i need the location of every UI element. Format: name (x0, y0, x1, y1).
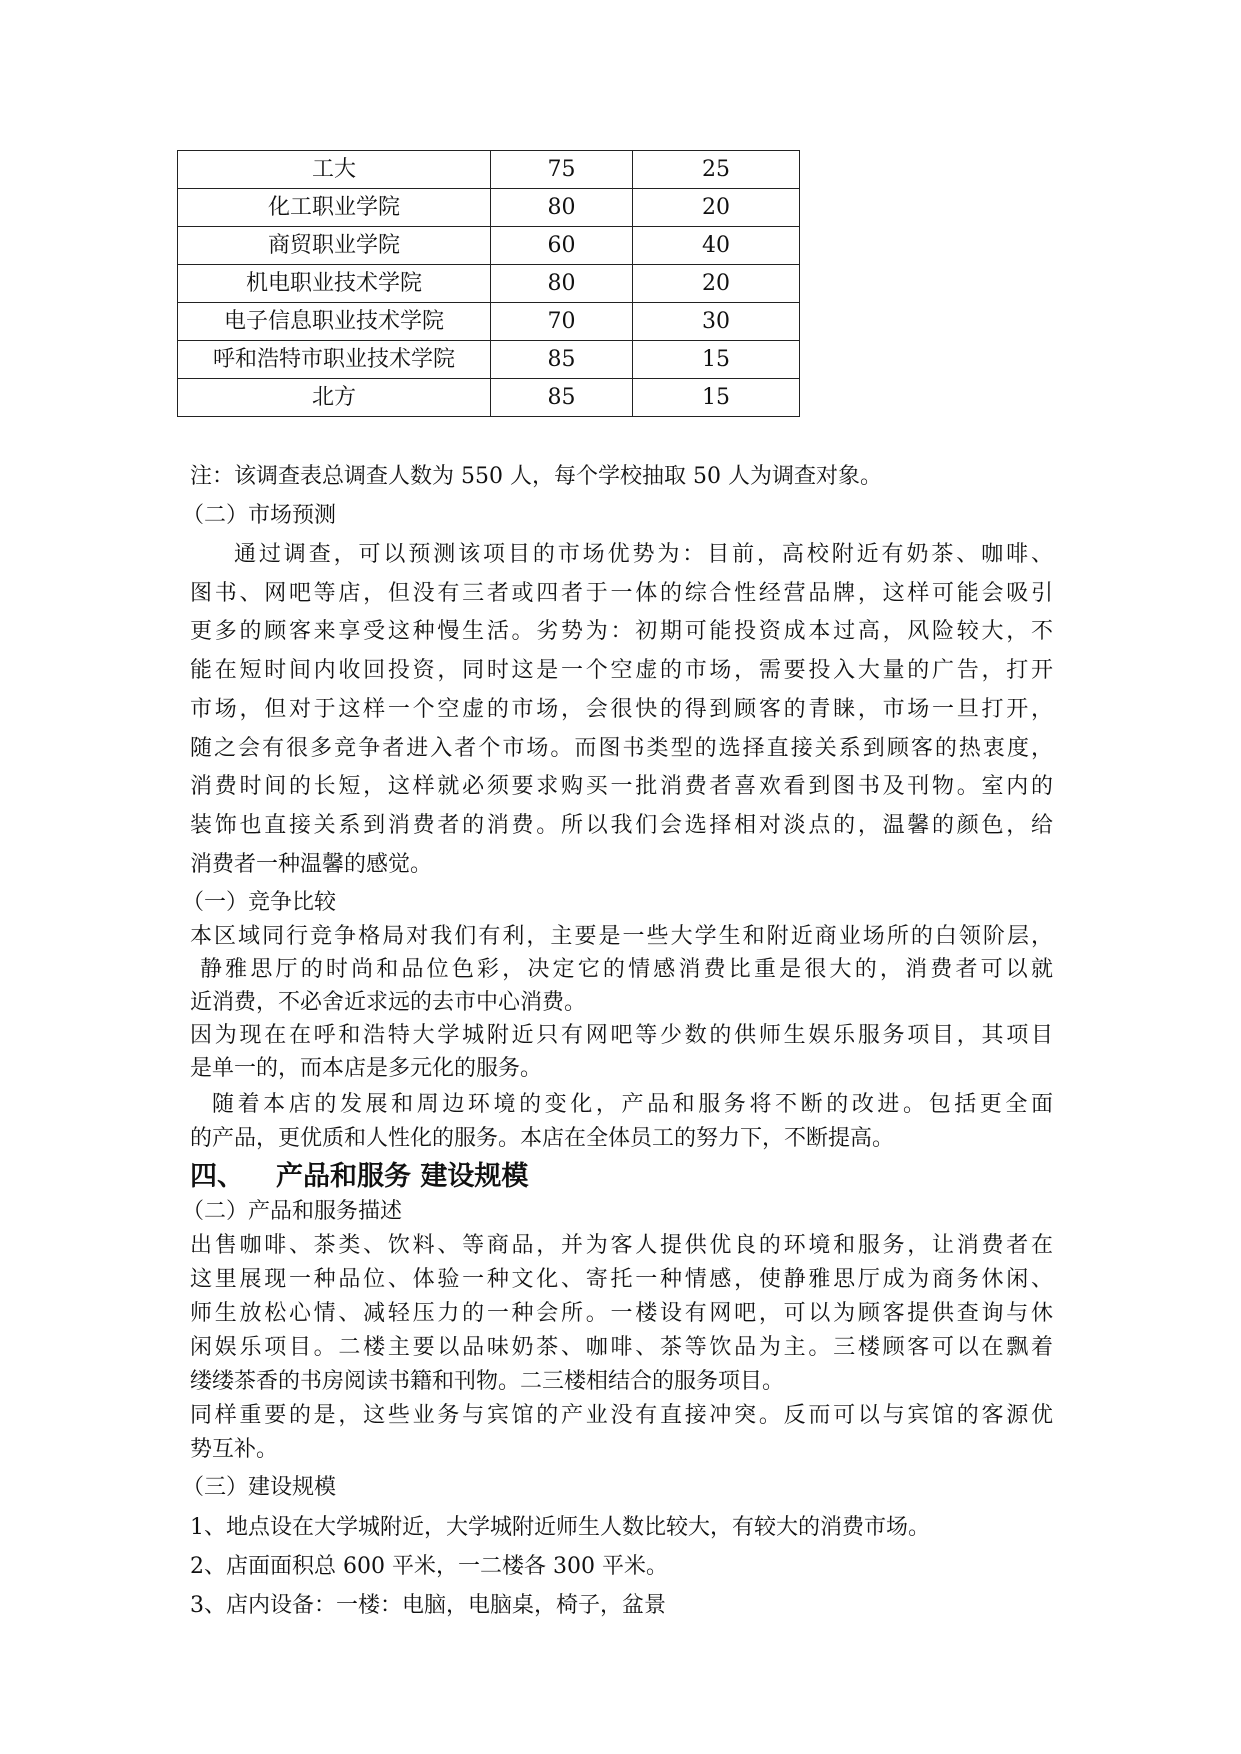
competition-title: （一）竞争比较 (182, 890, 337, 915)
school-name-cell: 机电职业技术学院 (178, 265, 491, 303)
school-name-cell: 电子信息职业技术学院 (178, 303, 491, 341)
survey-table (177, 150, 800, 417)
survey-note: 注：该调查表总调查人数为 550 人，每个学校抽取 50 人为调查对象。 (190, 464, 882, 489)
product-desc-title: （二）产品和服务描述 (182, 1199, 403, 1224)
list-item: 3、店内设备：一楼：电脑，电脑桌，椅子，盆景 (190, 1593, 666, 1618)
paragraph-line: 静雅思厅的时尚和品位色彩，决定它的情感消费比重是很大的，消费者可以就 (200, 957, 1053, 982)
value-cell: 30 (633, 303, 800, 341)
paragraph-line: 势互补。 (190, 1437, 279, 1462)
paragraph-line: 消费时间的长短，这样就必须要求购买一批消费者喜欢看到图书及刊物。室内的 (190, 774, 1053, 799)
value-cell: 20 (633, 189, 800, 227)
paragraph-line: 这里展现一种品位、体验一种文化、寄托一种情感，使静雅思厅成为商务休闲、 (190, 1267, 1053, 1292)
paragraph-line: 随着本店的发展和周边环境的变化，产品和服务将不断的改进。包括更全面 (212, 1092, 1053, 1117)
value-cell: 15 (633, 341, 800, 379)
paragraph-line: 消费者一种温馨的感觉。 (190, 852, 433, 877)
value-cell: 80 (491, 189, 633, 227)
paragraph-line: 通过调查，可以预测该项目的市场优势为：目前，高校附近有奶茶、咖啡、 (234, 542, 1053, 567)
school-name-cell: 工大 (178, 151, 491, 189)
value-cell: 70 (491, 303, 633, 341)
value-cell: 80 (491, 265, 633, 303)
paragraph-line: 近消费，不必舍近求远的去市中心消费。 (190, 990, 587, 1015)
paragraph-line: 师生放松心情、减轻压力的一种会所。一楼设有网吧，可以为顾客提供查询与休 (190, 1301, 1053, 1326)
paragraph-line: 本区域同行竞争格局对我们有利，主要是一些大学生和附近商业场所的白领阶层， (190, 924, 1053, 949)
paragraph-line: 因为现在在呼和浩特大学城附近只有网吧等少数的供师生娱乐服务项目，其项目 (190, 1023, 1053, 1048)
build-scale-title: （三）建设规模 (182, 1475, 337, 1500)
table-row (178, 303, 800, 341)
paragraph-line: 的产品，更优质和人性化的服务。本店在全体员工的努力下，不断提高。 (190, 1126, 895, 1151)
school-name-cell: 化工职业学院 (178, 189, 491, 227)
value-cell: 25 (633, 151, 800, 189)
value-cell: 75 (491, 151, 633, 189)
table-row (178, 379, 800, 417)
school-name-cell: 北方 (178, 379, 491, 417)
school-name-cell: 呼和浩特市职业技术学院 (178, 341, 491, 379)
value-cell: 60 (491, 227, 633, 265)
paragraph-line: 是单一的，而本店是多元化的服务。 (190, 1056, 543, 1081)
paragraph-line: 闲娱乐项目。二楼主要以品味奶茶、咖啡、茶等饮品为主。三楼顾客可以在飘着 (190, 1335, 1053, 1360)
value-cell: 85 (491, 341, 633, 379)
paragraph-line: 市场，但对于这样一个空虚的市场，会很快的得到顾客的青睐，市场一旦打开， (190, 697, 1053, 722)
value-cell: 20 (633, 265, 800, 303)
table-row (178, 189, 800, 227)
value-cell: 85 (491, 379, 633, 417)
value-cell: 40 (633, 227, 800, 265)
paragraph-line: 装饰也直接关系到消费者的消费。所以我们会选择相对淡点的，温馨的颜色，给 (190, 813, 1053, 838)
section-heading (190, 1160, 528, 1194)
paragraph-line: 同样重要的是，这些业务与宾馆的产业没有直接冲突。反而可以与宾馆的客源优 (190, 1403, 1053, 1428)
table-row (178, 151, 800, 189)
table-row (178, 265, 800, 303)
paragraph-line: 出售咖啡、茶类、饮料、等商品，并为客人提供优良的环境和服务，让消费者在 (190, 1233, 1053, 1258)
list-item: 1、地点设在大学城附近，大学城附近师生人数比较大，有较大的消费市场。 (190, 1515, 930, 1540)
table-row (178, 341, 800, 379)
paragraph-line: 随之会有很多竞争者进入者个市场。而图书类型的选择直接关系到顾客的热衷度， (190, 736, 1053, 761)
paragraph-line: 图书、网吧等店，但没有三者或四者于一体的综合性经营品牌，这样可能会吸引 (190, 581, 1053, 606)
school-name-cell: 商贸职业学院 (178, 227, 491, 265)
value-cell: 15 (633, 379, 800, 417)
market-forecast-title: （二）市场预测 (182, 503, 337, 528)
paragraph-line: 能在短时间内收回投资，同时这是一个空虚的市场，需要投入大量的广告，打开 (190, 658, 1053, 683)
section-title: 产品和服务 建设规模 (276, 1161, 529, 1192)
list-item: 2、店面面积总 600 平米，一二楼各 300 平米。 (190, 1554, 668, 1579)
paragraph-line: 缕缕茶香的书房阅读书籍和刊物。二三楼相结合的服务项目。 (190, 1369, 785, 1394)
table-row (178, 227, 800, 265)
paragraph-line: 更多的顾客来享受这种慢生活。劣势为：初期可能投资成本过高，风险较大，不 (190, 619, 1053, 644)
section-number: 四、 (190, 1161, 244, 1192)
